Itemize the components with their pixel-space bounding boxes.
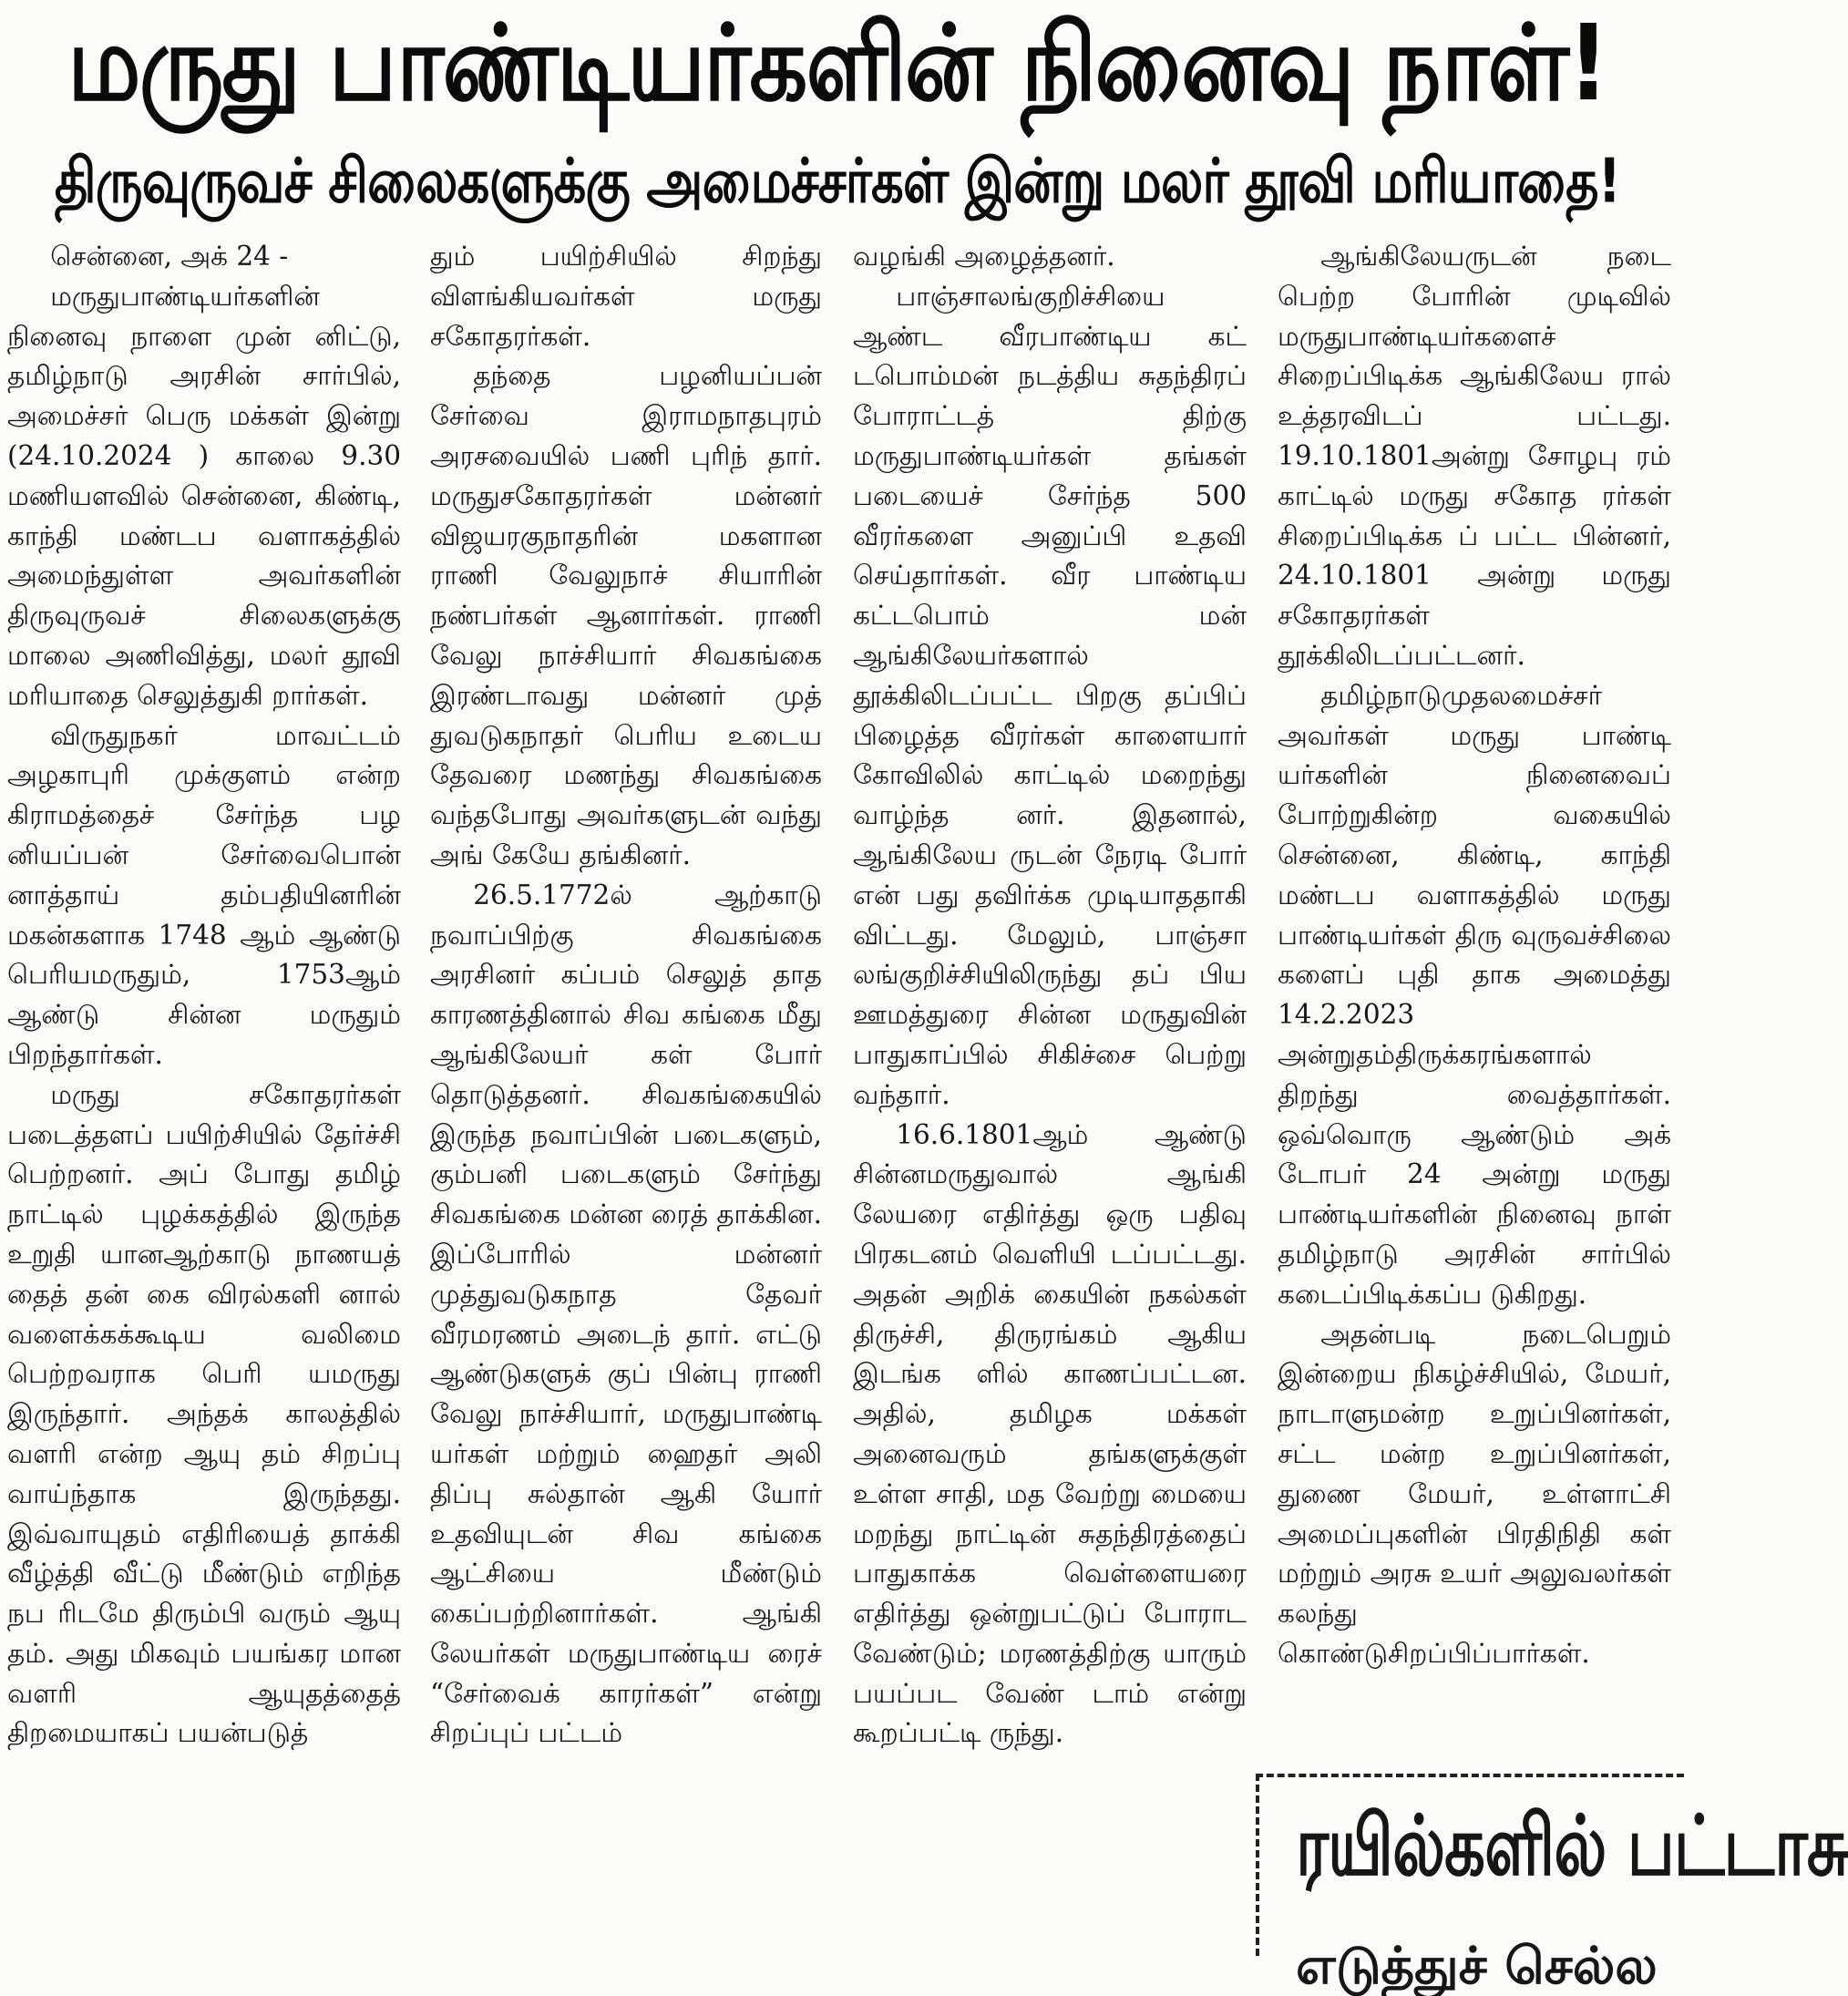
paragraph: வழங்கி அழைத்தனர். — [853, 241, 1115, 272]
paragraph: ஆங்கிலேயருடன் நடை பெற்ற போரின் முடிவில் மருதுபாண்டியர்களைச் சிறைப்பிடிக்க ஆங்கிலேய ரால் உத்தரவிடப் பட்டது. 19.10.1801அன்று சோழபு ரம் காட்டில் மருது சகோத ரர்கள் சிறைப்பிடிக்க ப் பட்ட பின்னர், 24.10.1801 அன்று மருது சகோதரர்கள் தூக்கிலிடப்பட்டனர். — [1278, 241, 1671, 671]
paragraph: தந்தை பழனியப்பன் சேர்வை இராமநாதபுரம் அரசவையில் பணி புரிந் தார். மருதுசகோதரர்கள் மன்னர் விஜயரகுநாதரின் மகளான ராணி வேலுநாச் சியாரின் நண்பர்கள் ஆனார்கள். ராணி வேலு நாச்சியார் சிவகங்கை இரண்டாவது மன்னர் முத் துவடுகநாதர் பெரிய உடைய தேவரை மணந்து சிவகங்கை வந்தபோது அவர்களுடன் வந்து அங் கேயே தங்கினர். — [430, 360, 822, 870]
article-column-3 — [853, 237, 1247, 1934]
paragraph: மருது சகோதரர்கள் படைத்தளப் பயிற்சியில் தேர்ச்சி பெற்றனர். அப் போது தமிழ் நாட்டில் புழக்கத்தில் இருந்த உறுதி யானஆற்காடு நாணயத் தைத் தன் கை விரல்களி னால் வளைக்கக்கூடிய வலிமை பெற்றவராக பெரி யமருது இருந்தார். அந்தக் காலத்தில் வளரி என்ற ஆயு தம் சிறப்பு வாய்ந்தாக இருந்தது. இவ்வாயுதம் எதிரியைத் தாக்கி வீழ்த்தி வீட்டு மீண்டும் எறிந்த நப ரிடமே திரும்பி வரும் ஆயு தம். அது மிகவும் பயங்கர மான வளரி ஆயுதத்தைத் திறமையாகப் பயன்படுத் — [7, 1078, 401, 1749]
headline: மருது பாண்டியர்களின் நினைவு நாள்! — [67, 2, 1607, 125]
dateline: சென்னை, அக் 24 - — [50, 241, 289, 272]
paragraph: அதன்படி நடைபெறும் இன்றைய நிகழ்ச்சியில், மேயர், நாடாளுமன்ற உறுப்பினர்கள், சட்ட மன்ற உறுப்பினர்கள், துணை மேயர், உள்ளாட்சி அமைப்புகளின் பிரதிநிதி கள் மற்றும் அரசு உயர் அலுவலர்கள் கலந்து கொண்டுசிறப்பிப்பார்கள். — [1278, 1318, 1671, 1669]
paragraph: பாஞ்சாலங்குறிச்சியை ஆண்ட வீரபாண்டிய கட் டபொம்மன் நடத்திய சுதந்திரப் போராட்டத் திற்கு மருதுபாண்டியர்கள் தங்கள் படையைச் சேர்ந்த 500 வீரர்களை அனுப்பி உதவி செய்தார்கள். வீர பாண்டிய கட்டபொம் மன் ஆங்கிலேயர்களால் தூக்கிலிடப்பட்ட பிறகு தப்பிப் பிழைத்த வீரர்கள் காளையார் கோவிலில் காட்டில் மறைந்து வாழ்ந்த னர். இதனால், ஆங்கிலேய ருடன் நேரடி போர் என் பது தவிர்க்க முடியாததாகி விட்டது. மேலும், பாஞ்சா லங்குறிச்சியிலிருந்து தப் பிய ஊமத்துரை சின்ன மருதுவின் பாதுகாப்பில் சிகிச்சை பெற்று வந்தார். — [853, 280, 1247, 1110]
teaser-cut-line: எடுத்துச் செல்ல — [1296, 1937, 1658, 1996]
paragraph: 26.5.1772ல் ஆற்காடு நவாப்பிற்கு சிவகங்கை அரசினர் கப்பம் செலுத் தாத காரணத்தினால் சிவ கங்கை மீது ஆங்கிலேயர் கள் போர் தொடுத்தனர். சிவகங்கையில் இருந்த நவாப்பின் படைகளும், கும்பனி படைகளும் சேர்ந்து சிவகங்கை மன்ன ரைத் தாக்கின. இப்போரில் மன்னர் முத்துவடுகநாத தேவர் வீரமரணம் அடைந் தார். எட்டு ஆண்டுகளுக் குப் பின்பு ராணி வேலு நாச்சியார், மருதுபாண்டி யர்கள் மற்றும் ஹைதர் அலி திப்பு சுல்தான் ஆகி யோர் உதவியுடன் சிவ கங்கை ஆட்சியை மீண்டும் கைப்பற்றினார்கள். ஆங்கி லேயர்கள் மருதுபாண்டிய ரைச் “சேர்வைக் காரர்கள்” என்று சிறப்புப் பட்டம் — [430, 879, 822, 1749]
paragraph: விருதுநகர் மாவட்டம் அழகாபுரி முக்குளம் என்ற கிராமத்தைச் சேர்ந்த பழ னியப்பன் சேர்வைபொன் னாத்தாய் தம்பதியினரின் மகன்களாக 1748 ஆம் ஆண்டு பெரியமருதும், 1753ஆம் ஆண்டு சின்ன மருதும் பிறந்தார்கள். — [7, 719, 401, 1070]
next-story-teaser-box — [1256, 1774, 1848, 1996]
paragraph: தமிழ்நாடுமுதலமைச்சர் அவர்கள் மருது பாண்டி யர்களின் நினைவைப் போற்றுகின்ற வகையில் சென்னை, கிண்டி, காந்தி மண்டப வளாகத்தில் மருது பாண்டியர்கள் திரு வுருவச்சிலை களைப் புதி தாக அமைத்து 14.2.2023 அன்றுதம்திருக்கரங்களால் திறந்து வைத்தார்கள். ஒவ்வொரு ஆண்டும் அக் டோபர் 24 அன்று மருது பாண்டியர்களின் நினைவு நாள் தமிழ்நாடு அரசின் சார்பில் கடைப்பிடிக்கப்ப டுகிறது. — [1278, 679, 1671, 1310]
paragraph: மருதுபாண்டியர்களின் நினைவு நாளை முன் னிட்டு, தமிழ்நாடு அரசின் சார்பில், அமைச்சர் பெரு மக்கள் இன்று (24.10.2024 ) காலை 9.30 மணியளவில் சென்னை, கிண்டி, காந்தி மண்டப வளாகத்தில் அமைந்துள்ள அவர்களின் திருவுருவச் சிலைகளுக்கு மாலை அணிவித்து, மலர் தூவி மரியாதை செலுத்துகி றார்கள். — [7, 280, 401, 711]
paragraph: தும் பயிற்சியில் சிறந்து விளங்கியவர்கள் மருது சகோதரர்கள். — [430, 241, 822, 352]
article-column-2 — [430, 237, 822, 1934]
teaser-headline: ரயில்களில் பட்டாசு — [1296, 1797, 1848, 1895]
paragraph: 16.6.1801ஆம் ஆண்டு சின்னமருதுவால் ஆங்கி லேயரை எதிர்த்து ஒரு பதிவு பிரகடனம் வெளியி டப்பட்டது. அதன் அறிக் கையின் நகல்கள் திருச்சி, திருரங்கம் ஆகிய இடங்க ளில் காணப்பட்டன. அதில், தமிழக மக்கள் அனைவரும் தங்களுக்குள் உள்ள சாதி, மத வேற்று மையை மறந்து நாட்டின் சுதந்திரத்தைப் பாதுகாக்க வெள்ளையரை எதிர்த்து ஒன்றுபட்டுப் போராட வேண்டும்; மரணத்திற்கு யாரும் பயப்பட வேண் டாம் என்று கூறப்பட்டி ருந்து. — [853, 1118, 1247, 1749]
article-column-4 — [1278, 237, 1671, 1768]
article-column-1 — [7, 237, 401, 1934]
subheadline: திருவுருவச் சிலைகளுக்கு அமைச்சர்கள் இன்று மலர் தூவி மரியாதை! — [54, 146, 1621, 218]
